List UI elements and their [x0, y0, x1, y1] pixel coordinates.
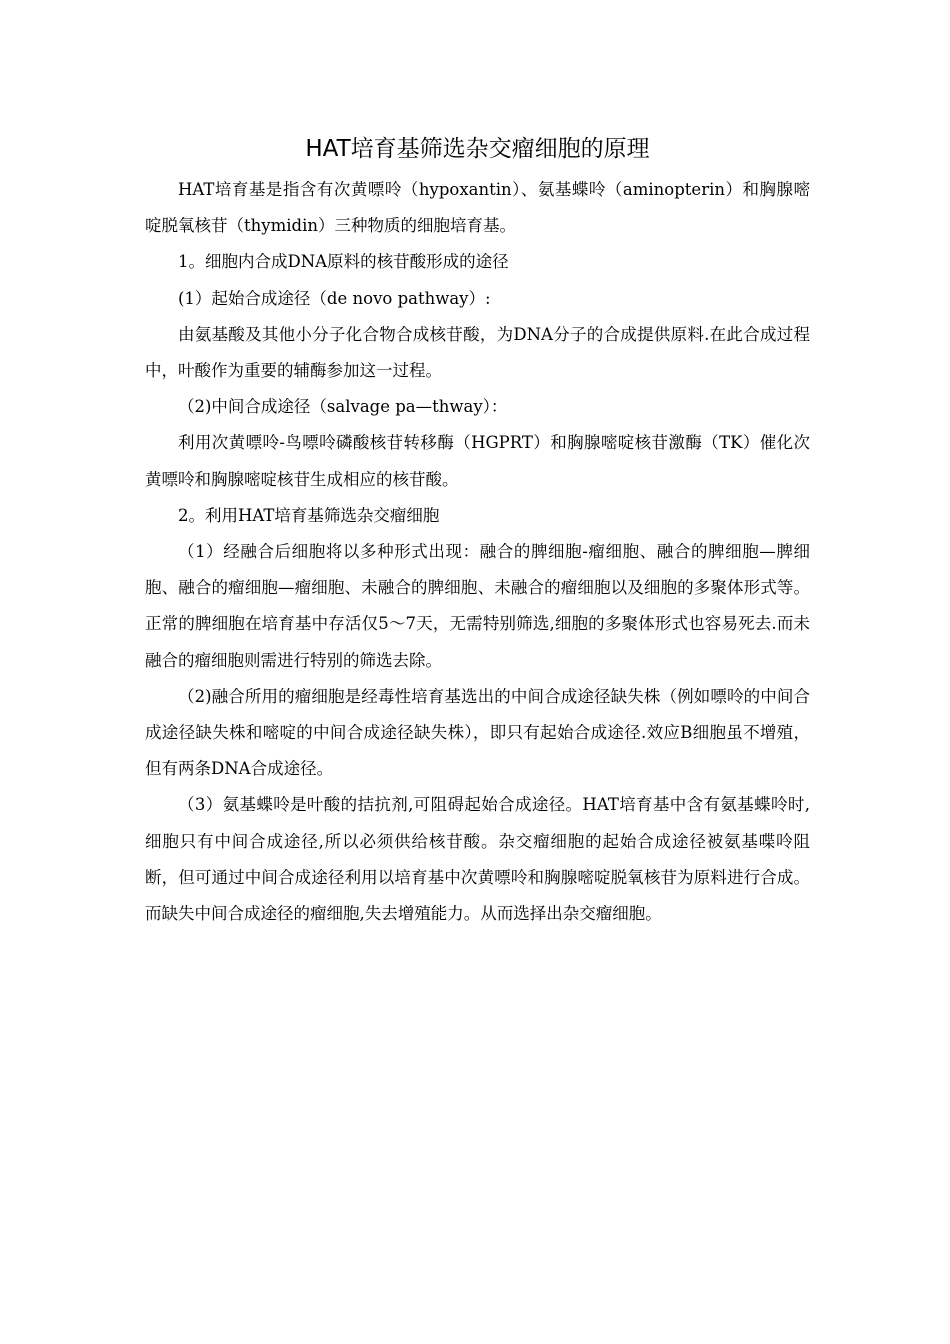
- paragraph-salvage-body: 利用次黄嘌呤-鸟嘌呤磷酸核苷转移酶（HGPRT）和胸腺嘧啶核苷激酶（TK）催化次黄嘌呤和胸腺嘧啶核苷生成相应的核苷酸。: [145, 433, 810, 489]
- paragraph-de-novo-heading: (1）起始合成途径（de novo pathway）:: [178, 288, 491, 308]
- paragraph-aminopterin: （3）氨基蝶呤是叶酸的拮抗剂,可阻碍起始合成途径。HAT培育基中含有氨基蝶呤时,细胞只有中间合成途径,所以必须供给核苷酸。杂交瘤细胞的起始合成途径被氨基喋呤阻断，但可通过中间合成途径利用以培育基中次黄嘌呤和胸腺嘧啶脱氧核苷为原料进行合成。而缺失中间合成途径的瘤细胞,失去增殖能力。从而选择出杂交瘤细胞。: [145, 795, 810, 924]
- paragraph-section-1-heading: 1。细胞内合成DNA原料的核苷酸形成的途径: [178, 252, 509, 272]
- paragraph-section-2-heading: 2。利用HAT培育基筛选杂交瘤细胞: [178, 505, 440, 525]
- document-title: HAT培育基筛选杂交瘤细胞的原理: [305, 136, 650, 162]
- paragraph-intro: HAT培育基是指含有次黄嘌呤（hypoxantin）、氨基蝶呤（aminopterin）和胸腺嘧啶脱氧核苷（thymidin）三种物质的细胞培育基。: [145, 180, 810, 236]
- paragraph-salvage-heading: （2)中间合成途径（salvage pa—thway）：: [178, 397, 508, 417]
- document-body: [145, 132, 810, 932]
- paragraph-de-novo-body: 由氨基酸及其他小分子化合物合成核苷酸，为DNA分子的合成提供原料.在此合成过程中，叶酸作为重要的辅酶参加这一过程。: [145, 324, 810, 381]
- paragraph-fusion-forms: （1）经融合后细胞将以多种形式出现：融合的脾细胞-瘤细胞、融合的脾细胞—脾细胞、融合的瘤细胞—瘤细胞、未融合的脾细胞、未融合的瘤细胞以及细胞的多聚体形式等。正常的脾细胞在培育基中存活仅5～7天，无需特别筛选,细胞的多聚体形式也容易死去.而未融合的瘤细胞则需进行特别的筛选去除。: [145, 542, 810, 670]
- paragraph-tumor-cells: （2)融合所用的瘤细胞是经毒性培育基选出的中间合成途径缺失株（例如嘌呤的中间合成途径缺失株和嘧啶的中间合成途径缺失株），即只有起始合成途径.效应B细胞虽不增殖，但有两条DNA合成途径。: [145, 686, 810, 779]
